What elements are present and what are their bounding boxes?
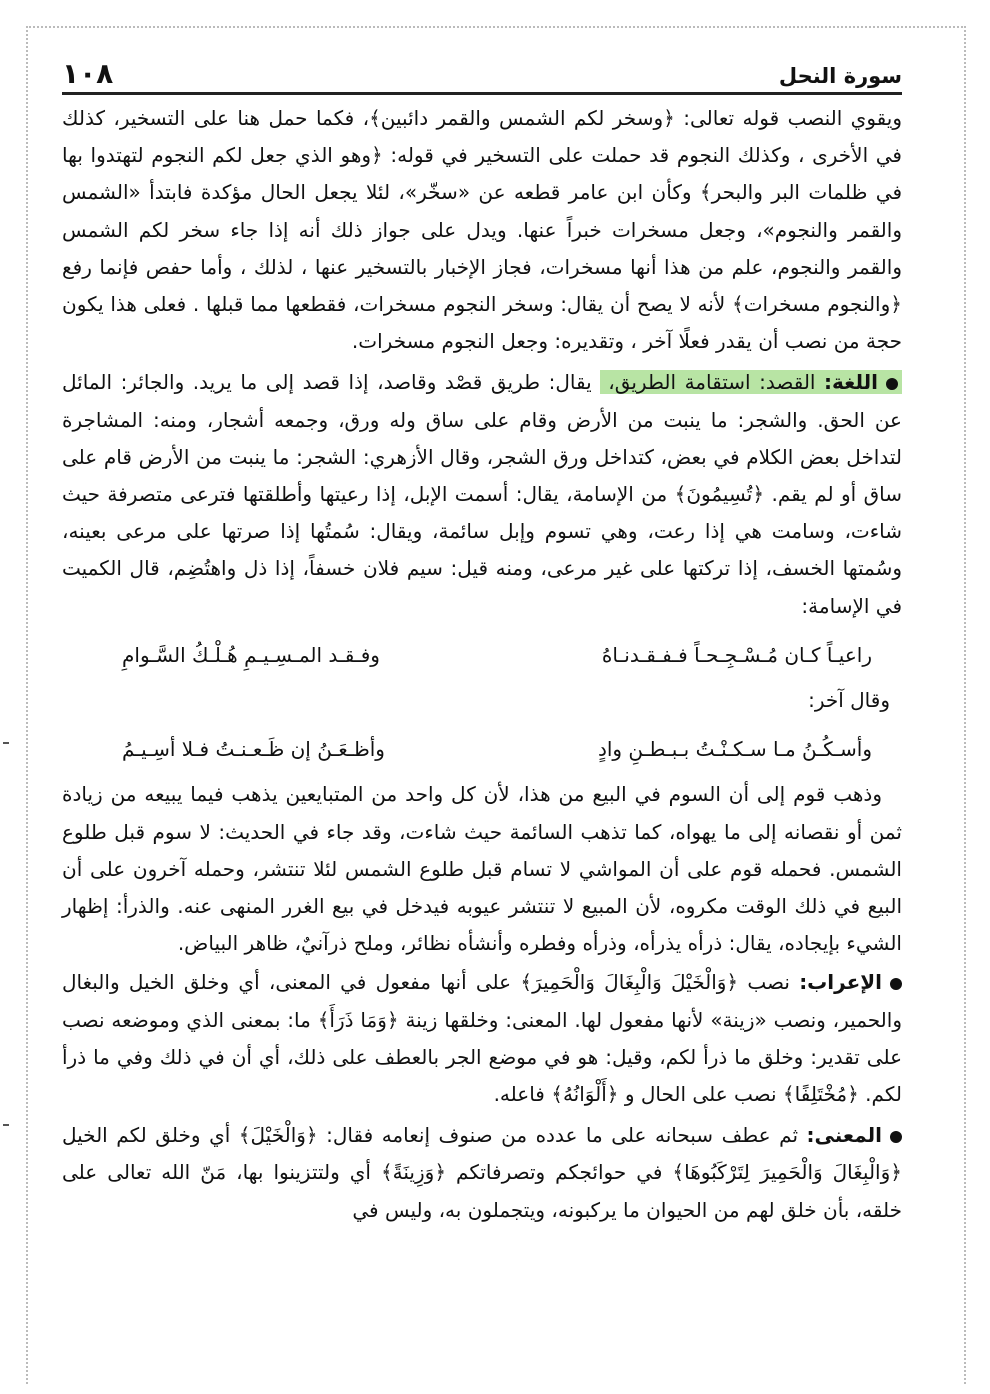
irab-label: الإعراب: (799, 970, 882, 995)
page-header (62, 52, 902, 95)
bullet-icon (890, 978, 902, 990)
lugha-label: اللغة: (824, 370, 878, 395)
paragraph-qiraat: ويقوي النصب قوله تعالى: ﴿وسخر لكم الشمس والقمر دائبين﴾، فكما حمل هنا على التسخير، كذلك في الأخرى ، وكذلك النجوم قد حملت على التسخير في قوله: ﴿وهو الذي جعل لكم النجوم لتهتدوا بها في ظلمات البر والبحر﴾ وكأن ابن عامر قطعه عن «سخّر»، لئلا يجعل الحال مؤكدة فابتدأ «الشمس والقمر والنجوم»، وجعل مسخرات خبراً عنها. ويدل على جواز ذلك أنه إذا جاء سخر لكم الشمس والقمر والنجوم، علم من هذا أنها مسخرات، فجاز الإخبار بالتسخير عنها ، لذلك ، وأما حفص فإنما رفع ﴿والنجوم مسخرات﴾ لأنه لا يصح أن يقال: وسخر النجوم مسخرات، فقطعها مما قبلها . فعلى هذا يكون حجة من نصب أن يقدر فعلًا آخر ، وتقديره: وجعل النجوم مسخرات. (62, 106, 902, 354)
maana-label: المعنى: (806, 1123, 882, 1148)
margin-mark (3, 742, 9, 744)
bullet-icon (886, 378, 898, 390)
surah-title: سورة النحل (778, 64, 902, 88)
verse-2-second-hemistich: وأظـعَـنُ إن ظَـعـنـتُ فـلا أسِـيـمُ (122, 737, 385, 762)
section-maana (62, 1117, 902, 1229)
bullet-icon (890, 1131, 902, 1143)
poem-verse-2 (62, 731, 902, 768)
lugha-text: يقال: طريق قصْد وقاصد، إذا قصد إلى ما يريد. والجائر: المائل عن الحق. والشجر: ما ينبت من الأرض وقام على ساق وله ورق، وجمعه أشجار، ومنه: المشاجرة لتداخل بعض الكلام في بعض، كتداخل ورق الشجر، وقال الأزهري: الشجر: ما ينبت من الأرض قام على ساق أو لم يقم. ﴿تُسِيمُونَ﴾ من الإسامة، يقال: أسمت الإبل، إذا رعيتها وأطلقتها فترعى متصرفة حيث شاءت، وسامت هي إذا رعت، وهي تسوم وإبل سائمة، ويقال: سُمتُها إذا صرتها على مرعى بعينه، وسُمتها الخسف، إذا تركتها على غير مرعى، ومنه قيل: سيم فلان خسفاً، إذا ذل واهتُضِم، قال الكميت في الإسامة: (62, 370, 902, 618)
maana-text: ثم عطف سبحانه على ما عدده من صنوف إنعامه فقال: ﴿وَالْخَيْلَ﴾ أي وخلق لكم الخيل ﴿وَالْبِغَالَ وَالْحَمِيرَ لِتَرْكَبُوهَا﴾ في حوائجكم وتصرفاتكم ﴿وَزِينَةً﴾ أي ولتتزينوا بها، مَنّ الله تعالى على خلقه، بأن خلق لهم من الحيوان ما يركبونه، ويتجملون به، وليس في (62, 1123, 902, 1222)
section-lugha (62, 364, 902, 624)
paragraph-sawm: وذهب قوم إلى أن السوم في البيع من هذا، لأن كل واحد من المتبايعين يذهب فيما يبيعه من زيادة ثمن أو نقصانه إلى ما يهواه، كما تذهب السائمة حيث شاءت، وقد جاء في الحديث: لا سوم قبل طلوع الشمس. فحمله قوم على أن المواشي لا تسام قبل طلوع الشمس لئلا تنتشر، وحمله آخرون على أن البيع في ذلك الوقت مكروه، لأن المبيع لا تنتشر عيوبه فيدخل في بيع الغرر المنهى عنه. والذرأ: إظهار الشيء بإيجاده، يقال: ذرأه يذرأه، وذرأه وفطره وأنشأه نظائر، وملح ذرآنيٌ، ظاهر البياض. (62, 782, 902, 956)
poem-verse-1 (62, 637, 902, 674)
page-number: ١٠٨ (62, 57, 114, 90)
lugha-highlight (600, 370, 902, 394)
verse-intro: وقال آخر: (808, 688, 890, 713)
lugha-highlight-text: القصد: استقامة الطريق، (608, 370, 816, 395)
verse-1-second-hemistich: وفـقـد المـسِـيـمِ هُـلْـكُ السَّـوامِ (122, 642, 380, 667)
page-body (62, 100, 902, 1394)
section-irab (62, 964, 902, 1113)
margin-mark (3, 1124, 9, 1126)
irab-text: نصب ﴿وَالْخَيْلَ وَالْبِغَالَ وَالْحَمِيرَ﴾ على أنها مفعول في المعنى، أي وخلق الخيل والبغال والحمير، ونصب «زينة» لأنها مفعول لها. المعنى: وخلقها زينة ﴿وَمَا ذَرَأَ﴾ ما: بمعنى الذي وموضعه نصب على تقدير: وخلق ما ذرأ لكم، وقيل: هو في موضع الجر بالعطف على ذلك، أي أن في ذلك وفي ما ذرأ لكم. ﴿مُخْتَلِفًا﴾ نصب على الحال و ﴿أَلْوَانُهُ﴾ فاعله. (62, 970, 902, 1107)
verse-1-first-hemistich: راعيـاً كـان مُـسْـجِـحـاً فـفـقـدنـاهُ (601, 642, 872, 667)
verse-2-first-hemistich: وأسـكُـنُ مـا سـكـنْـتُ بـبـطـنِ وادٍ (597, 737, 872, 762)
